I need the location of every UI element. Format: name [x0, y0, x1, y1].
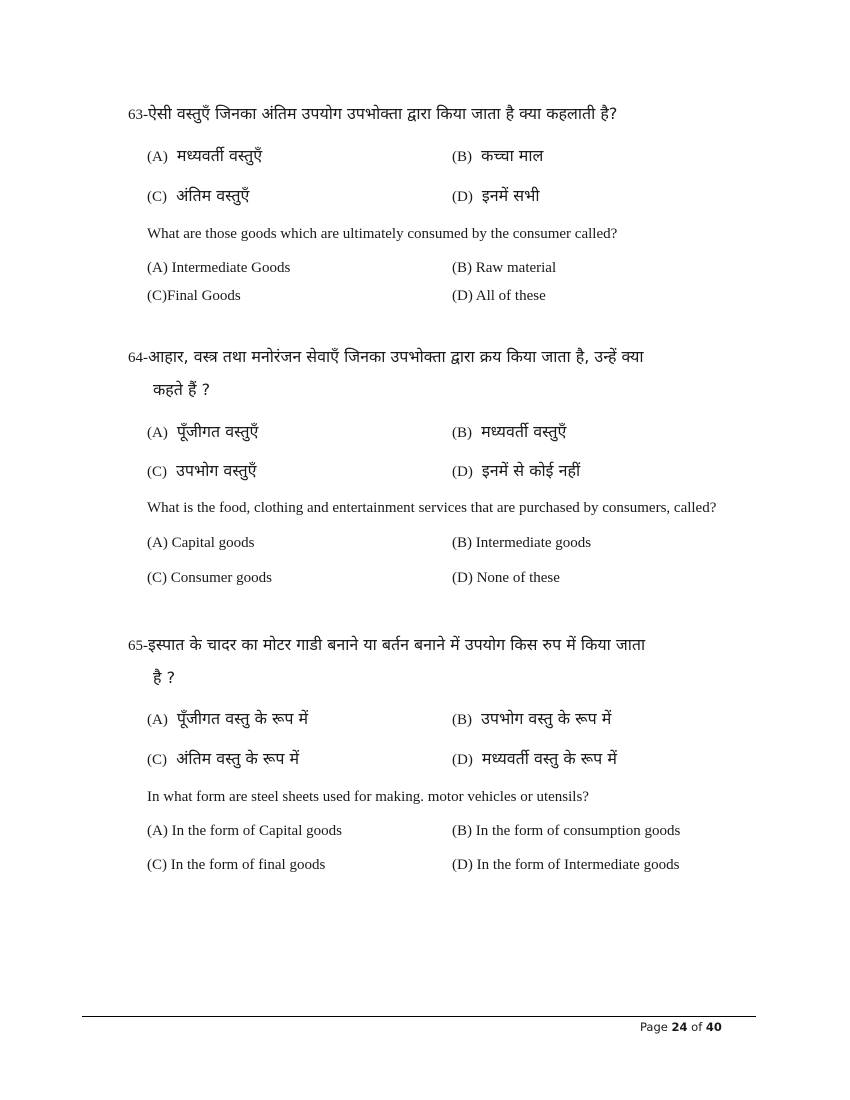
question-text: आहार, वस्त्र तथा मनोरंजन सेवाएँ जिनका उपभोक्ता द्वारा क्रय किया जाता है, उन्हें क्या [148, 347, 644, 366]
question-65-hindi-line1 [128, 633, 645, 655]
question-65-english: In what form are steel sheets used for making. motor vehicles or utensils? [147, 789, 589, 805]
option-b-english: (B) In the form of consumption goods [452, 823, 681, 839]
question-64-hindi-line2: कहते हैं ? [153, 380, 211, 399]
question-64-hindi-line1 [128, 345, 644, 367]
option-a-hindi: (A) पूँजीगत वस्तुएँ [147, 422, 259, 441]
option-b-hindi: (B) कच्चा माल [452, 146, 544, 165]
question-63-hindi [128, 102, 617, 124]
option-c-hindi: (C) अंतिम वस्तु के रूप में [147, 749, 300, 768]
option-c-english: (C)Final Goods [147, 288, 241, 304]
question-64-english: What is the food, clothing and entertainment services that are purchased by consumers, called? [147, 500, 717, 516]
option-d-english: (D) All of these [452, 288, 546, 304]
option-c-hindi: (C) अंतिम वस्तुएँ [147, 186, 250, 205]
question-text: इस्पात के चादर का मोटर गाडी बनाने या बर्तन बनाने में उपयोग किस रुप में किया जाता [148, 635, 646, 654]
option-a-hindi: (A) मध्यवर्ती वस्तुएँ [147, 146, 263, 165]
option-c-english: (C) Consumer goods [147, 570, 272, 586]
option-d-hindi: (D) इनमें से कोई नहीं [452, 461, 581, 480]
option-d-english: (D) None of these [452, 570, 560, 586]
option-d-english: (D) In the form of Intermediate goods [452, 857, 680, 873]
option-c-english: (C) In the form of final goods [147, 857, 326, 873]
question-number: 64- [128, 350, 148, 366]
option-a-english: (A) Capital goods [147, 535, 255, 551]
option-a-english: (A) Intermediate Goods [147, 260, 291, 276]
option-b-english: (B) Intermediate goods [452, 535, 592, 551]
option-c-hindi: (C) उपभोग वस्तुएँ [147, 461, 257, 480]
option-d-hindi: (D) मध्यवर्ती वस्तु के रूप में [452, 749, 617, 768]
question-number: 63- [128, 107, 148, 123]
option-a-hindi: (A) पूँजीगत वस्तु के रूप में [147, 709, 309, 728]
footer-divider [82, 1016, 756, 1017]
question-65-hindi-line2: है ? [153, 668, 176, 687]
option-b-hindi: (B) उपभोग वस्तु के रूप में [452, 709, 612, 728]
option-b-english: (B) Raw material [452, 260, 557, 276]
option-b-hindi: (B) मध्यवर्ती वस्तुएँ [452, 422, 567, 441]
option-a-english: (A) In the form of Capital goods [147, 823, 342, 839]
question-text: ऐसी वस्तुएँ जिनका अंतिम उपयोग उपभोक्ता द्वारा किया जाता है क्या कहलाती है? [148, 104, 618, 123]
question-number: 65- [128, 638, 148, 654]
option-d-hindi: (D) इनमें सभी [452, 186, 540, 205]
page-number: Page 24 of 40 [640, 1020, 722, 1034]
question-63-english: What are those goods which are ultimately consumed by the consumer called? [147, 226, 618, 242]
